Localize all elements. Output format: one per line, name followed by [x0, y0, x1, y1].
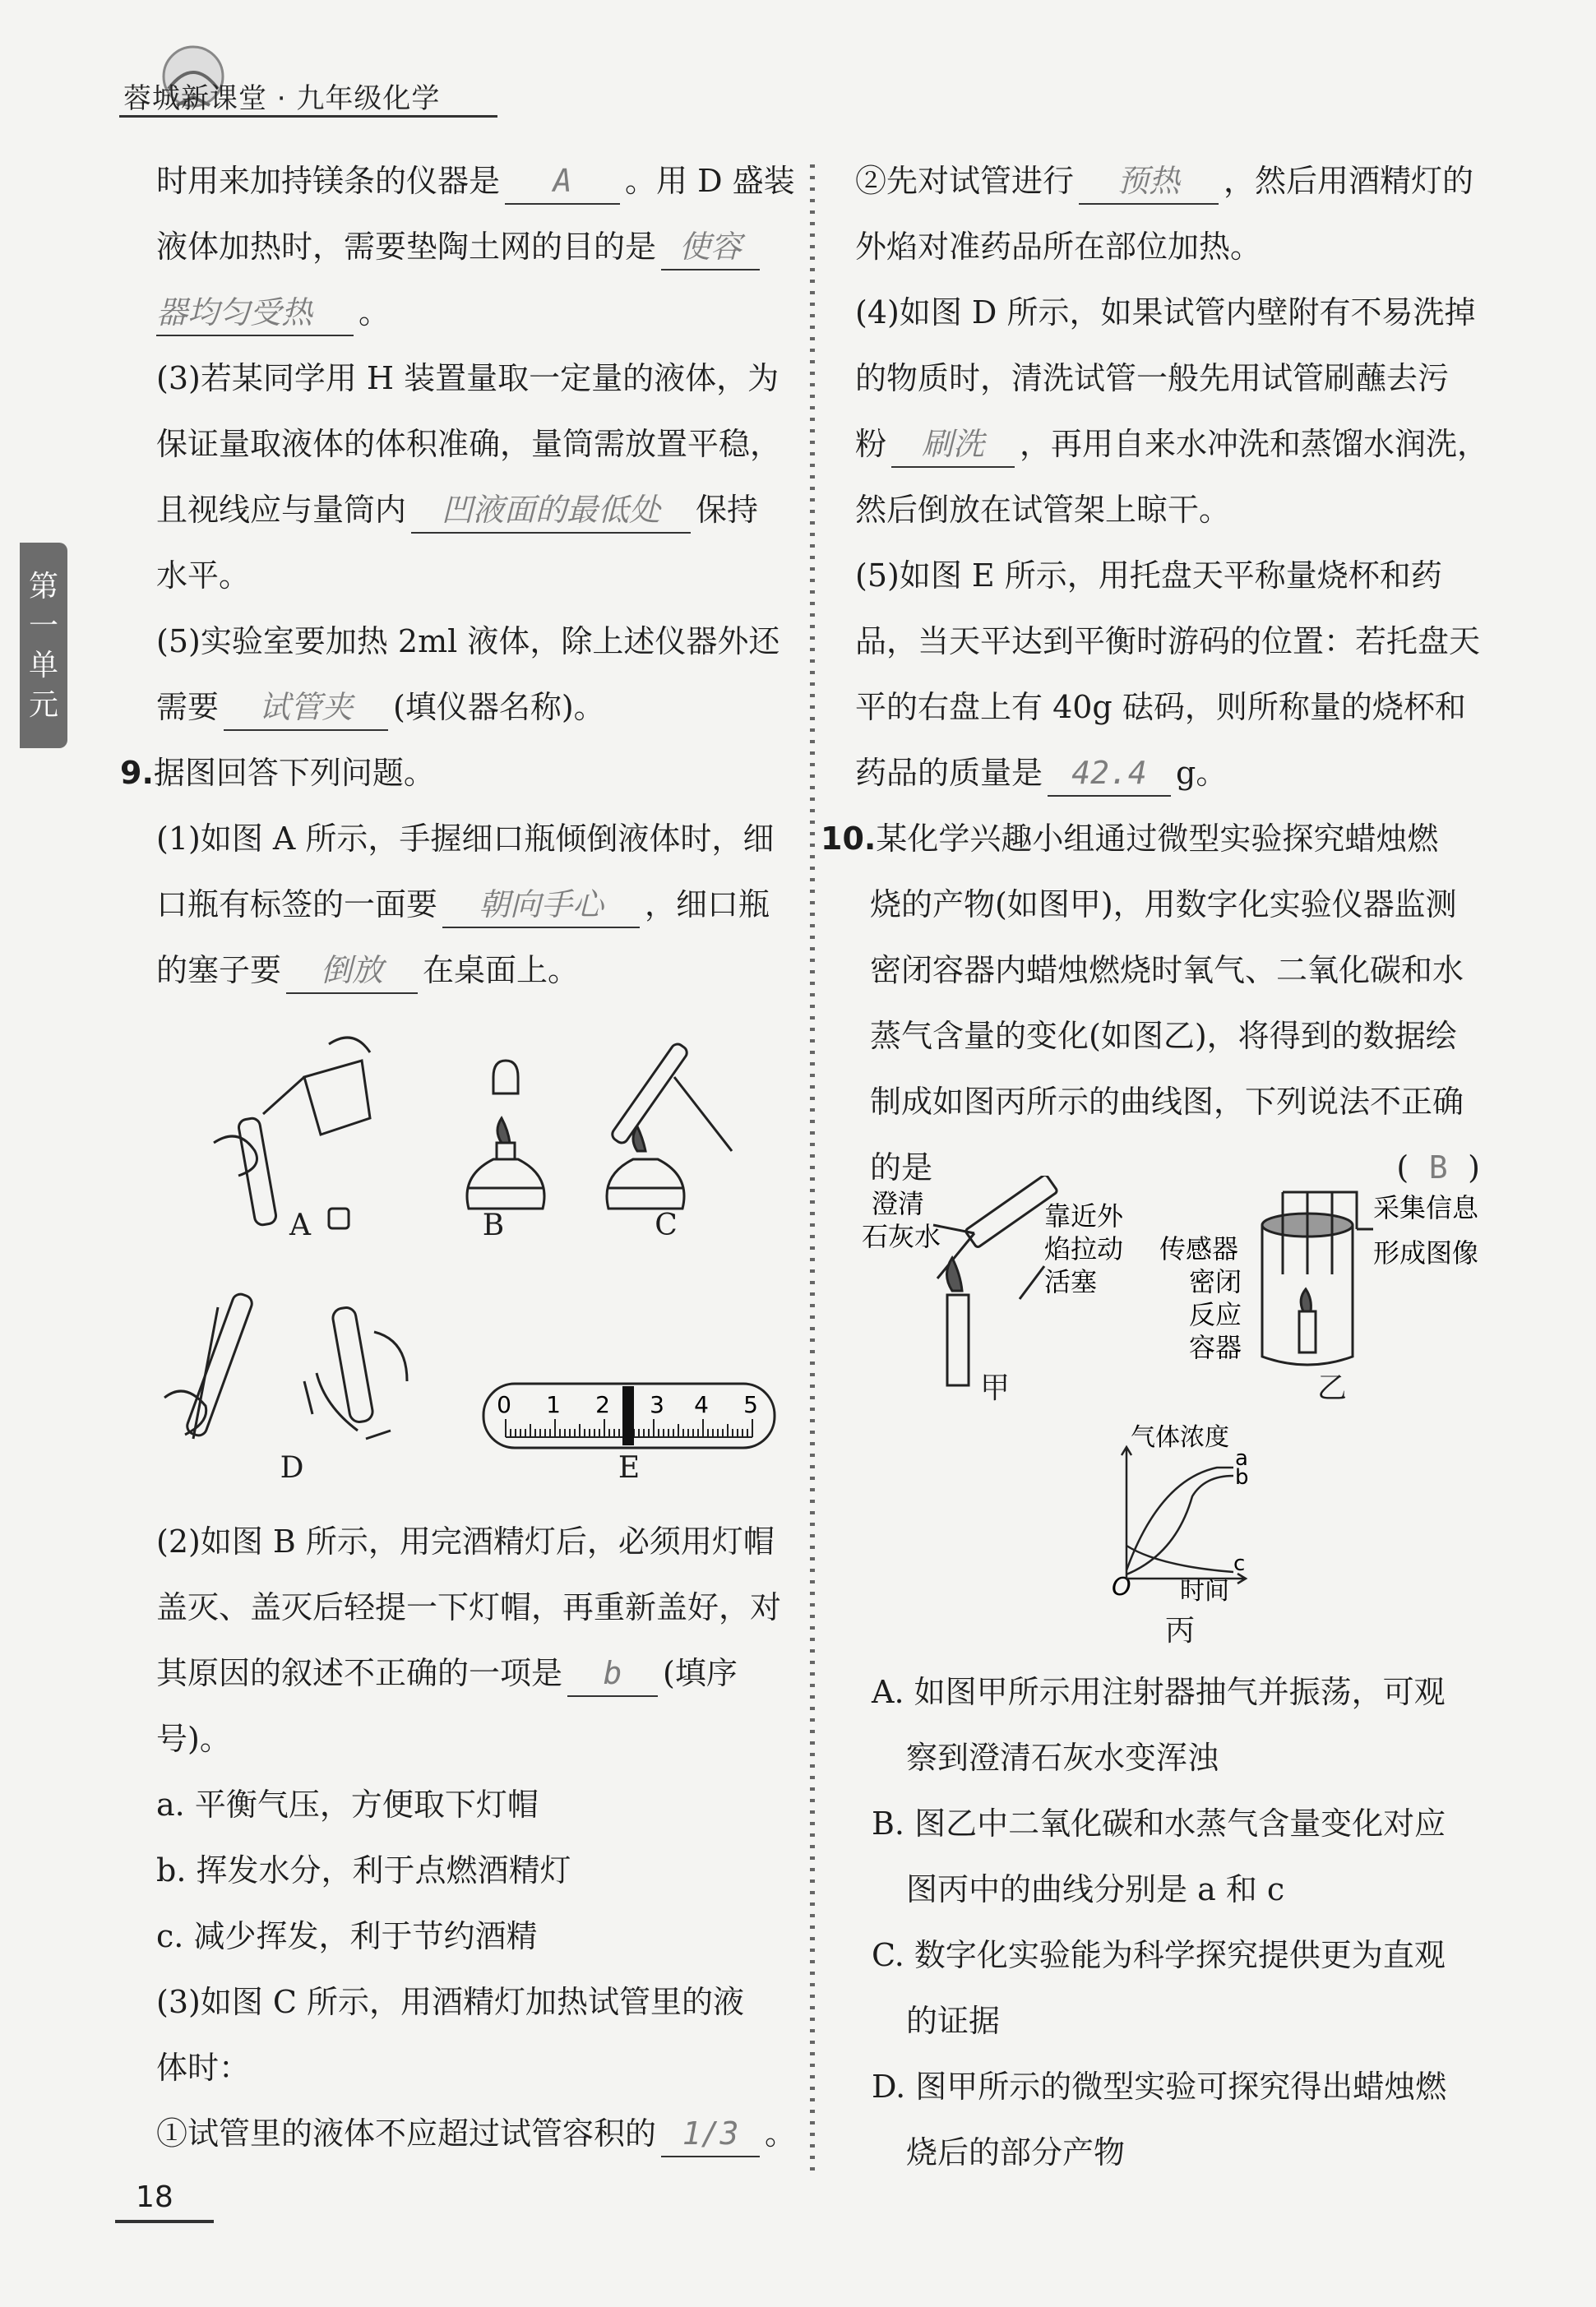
scale-tick-label: 2: [595, 1391, 610, 1418]
question-9: 9.据图回答下列问题。: [120, 755, 435, 791]
figure-bing-concentration-graph: [1102, 1422, 1266, 1611]
figure-e-label: E: [618, 1451, 641, 1485]
answer-blank: 试管夹: [224, 685, 388, 731]
scale-tick-label: 0: [497, 1391, 511, 1418]
option-b-cont: 图丙中的曲线分别是 a 和 c: [906, 1871, 1285, 1907]
unit-side-tab-label: 第一单元: [28, 570, 58, 722]
option-b: b. 挥发水分，利于点燃酒精灯: [156, 1852, 571, 1889]
answer-blank: 42.4: [1048, 751, 1171, 797]
text-line: 的物质时，清洗试管一般先用试管刷蘸去污: [855, 360, 1450, 396]
label-sensor: 传感器: [1159, 1233, 1239, 1264]
text-line: 蒸气含量的变化(如图乙)，将得到的数据绘: [870, 1018, 1457, 1054]
right-column-options: [872, 1659, 1513, 2185]
answer-blank: 1/3: [661, 2111, 760, 2157]
text-line: 制成如图丙所示的曲线图，下列说法不正确: [870, 1084, 1464, 1120]
answer-choice: B: [1428, 1149, 1448, 1186]
text-line: ①试管里的液体不应超过试管容积的 1/3 。: [156, 2101, 798, 2166]
answer-blank: 凹液面的最低处: [411, 488, 691, 534]
answer-blank: 预热: [1079, 159, 1219, 205]
text-line: (2)如图 B 所示，用完酒精灯后，必须用灯帽: [156, 1523, 775, 1560]
graph-x-label: 时间: [1180, 1577, 1229, 1606]
text-line: 密闭容器内蜡烛燃烧时氧气、二氧化碳和水: [870, 952, 1464, 988]
label-limewater: 澄清: [872, 1188, 925, 1219]
scale-tick-label: 3: [650, 1391, 664, 1418]
option-b: B. 图乙中二氧化碳和水蒸气含量变化对应: [872, 1805, 1446, 1842]
answer-blank: 朝向手心: [442, 882, 640, 928]
graph-origin: O: [1112, 1573, 1131, 1602]
answer-blank: 器均匀受热: [156, 290, 354, 336]
option-a-cont: 察到澄清石灰水变浑浊: [906, 1740, 1219, 1776]
text-line: 平的右盘上有 40g 砝码，则所称量的烧杯和: [855, 689, 1466, 725]
label-pull-plunger: 焰拉动: [1044, 1233, 1124, 1264]
option-c-cont: 的证据: [906, 2003, 1001, 2039]
label-container: 容器: [1189, 1332, 1242, 1363]
answer-blank: 使容: [661, 224, 760, 270]
answer-blank: 刷洗: [891, 422, 1015, 468]
rider-weight: [622, 1386, 634, 1445]
figure-b-label: B: [482, 1209, 505, 1242]
text-line: 的塞子要 倒放 在桌面上。: [156, 937, 798, 1003]
text-line: 液体加热时，需要垫陶土网的目的是 使容: [156, 214, 798, 280]
option-a: a. 平衡气压，方便取下灯帽: [156, 1787, 539, 1823]
answer-parentheses: ( B ): [1396, 1135, 1480, 1200]
label-form-image: 形成图像: [1373, 1237, 1479, 1269]
option-a: A. 如图甲所示用注射器抽气并振荡，可观: [872, 1674, 1446, 1710]
text-line: (3)如图 C 所示，用酒精灯加热试管里的液: [156, 1984, 745, 2020]
figure-a-label: A: [289, 1209, 311, 1242]
scale-tick-label: 4: [694, 1391, 709, 1418]
text-line: 且视线应与量筒内 凹液面的最低处 保持: [156, 477, 798, 543]
figure-b-alcohol-lamp: [444, 1052, 559, 1217]
text-line: ②先对试管进行 预热 ，然后用酒精灯的: [855, 148, 1497, 214]
figure-yi-caption: 乙: [1316, 1371, 1347, 1405]
figure-yi-sensor-container: [1159, 1167, 1505, 1381]
text-line: 需要 试管夹 (填仪器名称)。: [156, 674, 798, 740]
label-collect-info: 采集信息: [1373, 1192, 1479, 1223]
page-header-title: 蓉城新课堂 · 九年级化学: [123, 82, 441, 115]
scale-tick-label: 5: [743, 1391, 758, 1418]
text-line: 粉 刷洗 ，再用自来水冲洗和蒸馏水润洗，: [855, 411, 1497, 477]
figure-jia-caption: 甲: [979, 1371, 1010, 1405]
label-sealed: 密闭: [1189, 1266, 1242, 1297]
answer-blank: 倒放: [286, 948, 418, 994]
figure-d-label: D: [280, 1451, 304, 1485]
text-line: (4)如图 D 所示，如果试管内壁附有不易洗掉: [855, 294, 1476, 331]
figure-c-label: C: [655, 1209, 678, 1242]
unit-side-tab: [20, 543, 67, 748]
label-limewater: 石灰水: [862, 1221, 941, 1252]
answer-blank: b: [567, 1651, 658, 1697]
option-c: c. 减少挥发，利于节约酒精: [156, 1918, 538, 1954]
text-line: 药品的质量是 42.4 g。: [855, 740, 1497, 806]
label-pull-plunger: 活塞: [1044, 1266, 1098, 1297]
text-line: 水平。: [156, 557, 251, 594]
question-10: 10.某化学兴趣小组通过微型实验探究蜡烛燃: [821, 821, 1439, 857]
text-line: 烧的产物(如图甲)，用数字化实验仪器监测: [870, 886, 1457, 922]
graph-y-label: 气体浓度: [1131, 1423, 1229, 1452]
label-pull-plunger: 靠近外: [1044, 1200, 1124, 1232]
text-line: 时用来加持镁条的仪器是 A 。用 D 盛装: [156, 148, 798, 214]
text-line: 保证量取液体的体积准确，量筒需放置平稳，: [156, 426, 782, 462]
option-d-cont: 烧后的部分产物: [906, 2134, 1126, 2171]
curve-c-label: c: [1233, 1551, 1246, 1576]
left-column-bottom: [156, 1509, 798, 2166]
question-number: 10.: [821, 821, 877, 857]
figure-bing-caption: 丙: [1164, 1614, 1195, 1648]
text-line: 的是 ( B ): [855, 1135, 1497, 1200]
option-c: C. 数字化实验能为科学探究提供更为直观: [872, 1937, 1446, 1973]
curve-a-label: a: [1235, 1446, 1248, 1471]
right-column-top: [821, 148, 1497, 1200]
curve-b: [1126, 1476, 1233, 1574]
question-number: 9.: [120, 755, 154, 791]
answer-blank: A: [505, 159, 620, 205]
option-d: D. 图甲所示的微型实验可探究得出蜡烛燃: [872, 2069, 1447, 2105]
text-line: 其原因的叙述不正确的一项是 b (填序: [156, 1640, 798, 1706]
text-line: 外焰对准药品所在部位加热。: [855, 229, 1262, 265]
figure-d-washing-test-tube: [160, 1283, 423, 1463]
text-line: 器均匀受热 。: [156, 280, 798, 345]
text-line: (5)如图 E 所示，用托盘天平称量烧杯和药: [855, 557, 1442, 594]
header-underline: [119, 115, 497, 118]
scale-tick-label: 1: [546, 1391, 561, 1418]
figure-c-heating-test-tube: [592, 1019, 740, 1217]
text-line: (3)若某同学用 H 装置量取一定量的液体，为: [156, 360, 779, 396]
page-number: 18: [136, 2180, 173, 2214]
text-line: 口瓶有标签的一面要 朝向手心 ，细口瓶: [156, 871, 798, 937]
column-divider: [810, 164, 815, 2171]
text-line: 号)。: [156, 1721, 231, 1757]
text-line: 品，当天平达到平衡时游码的位置：若托盘天: [855, 623, 1481, 659]
page-number-underline: [115, 2220, 214, 2223]
text-line: 体时：: [156, 2050, 251, 2086]
curve-b-label: b: [1235, 1465, 1249, 1490]
figure-e-rider-scale: [481, 1381, 777, 1451]
text-line: 盖灭、盖灭后轻提一下灯帽，再重新盖好，对: [156, 1589, 782, 1625]
left-column-top: [120, 148, 798, 1003]
label-reaction: 反应: [1189, 1299, 1242, 1330]
text-line: 然后倒放在试管架上晾干。: [855, 492, 1231, 528]
text-line: (5)实验室要加热 2ml 液体，除上述仪器外还: [156, 623, 780, 659]
text-line: (1)如图 A 所示，手握细口瓶倾倒液体时，细: [156, 821, 775, 857]
curve-c: [1126, 1546, 1233, 1572]
